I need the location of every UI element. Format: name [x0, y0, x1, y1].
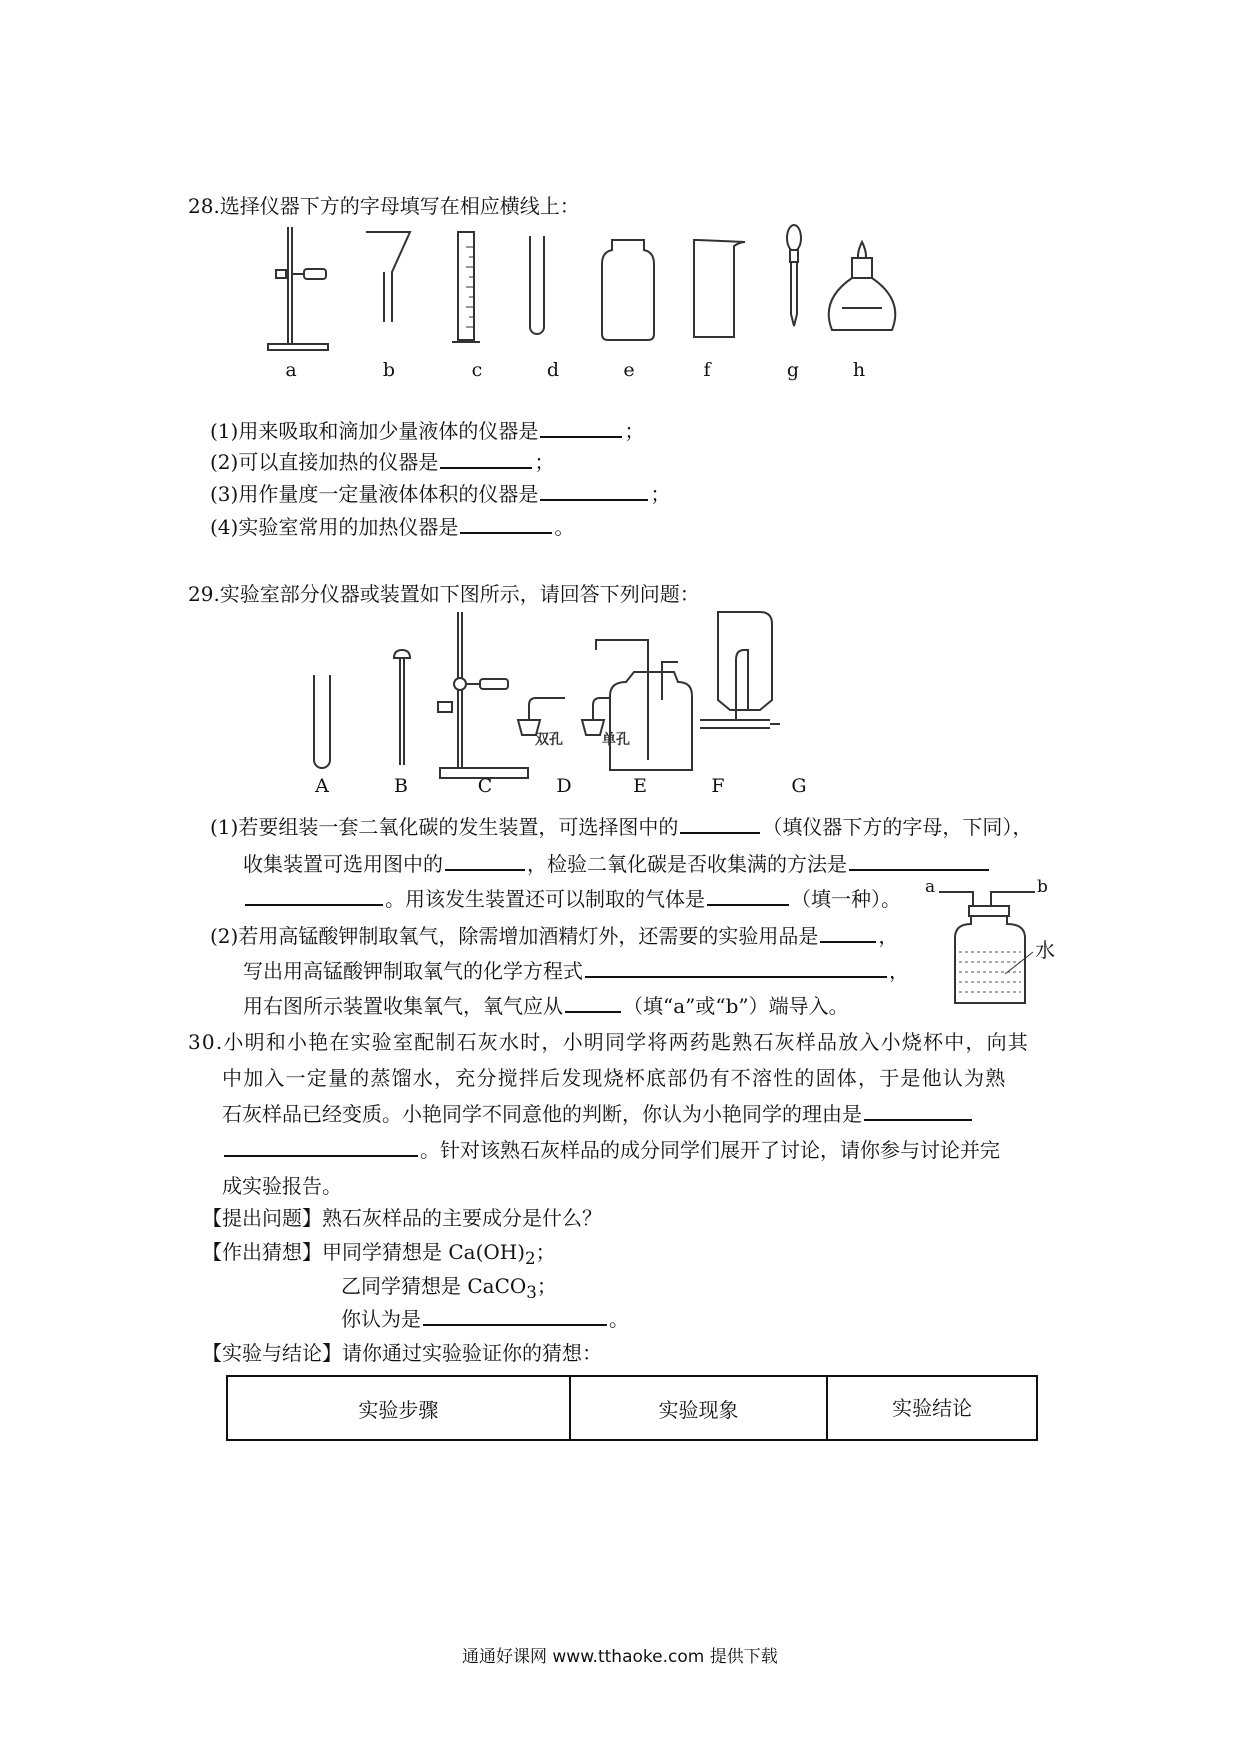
q28-label-a: a — [285, 359, 297, 381]
answer-blank[interactable] — [680, 812, 760, 834]
table-header-phenomena: 实验现象 — [570, 1376, 827, 1440]
test-tube-icon — [530, 236, 544, 334]
q29-label-c: C — [477, 775, 493, 797]
q29-label-e: E — [633, 775, 647, 797]
q29-p1-line3: 。用该发生装置还可以制取的气体是 （填一种）。 — [243, 883, 901, 912]
answer-blank[interactable] — [585, 956, 887, 978]
answer-blank[interactable] — [565, 991, 621, 1013]
q28-label-b: b — [382, 359, 396, 381]
q30-experiment: 【实验与结论】请你通过实验验证你的猜想： — [202, 1341, 602, 1365]
answer-blank[interactable] — [540, 416, 622, 438]
long-neck-funnel-icon — [394, 650, 410, 765]
label-double-hole: 双孔 — [535, 732, 563, 748]
table-header-conclusion: 实验结论 — [827, 1376, 1037, 1440]
q28-label-c: c — [471, 359, 483, 381]
bottle-label-b: b — [1037, 877, 1048, 897]
answer-blank[interactable] — [440, 447, 532, 469]
beaker-icon — [694, 240, 745, 337]
q28-label-h: h — [852, 359, 866, 381]
bottle-label-a: a — [925, 877, 936, 897]
q28-sub3: (3)用作量度一定量液体体积的仪器是 ； — [210, 478, 670, 507]
gas-bottle-icon — [596, 640, 692, 770]
q28-apparatus-figure — [240, 222, 920, 362]
inverted-bottle-icon — [700, 612, 780, 728]
q29-p1-line1: (1)若要组装一套二氧化碳的发生装置，可选择图中的 （填仪器下方的字母，下同）， — [210, 811, 1032, 840]
answer-blank[interactable] — [820, 921, 876, 943]
q30-guess2: 乙同学猜想是 CaCO$_3$； — [341, 1274, 557, 1302]
q30-line1: 30.小明和小艳在实验室配制石灰水时，小明同学将两药匙熟石灰样品放入小烧杯中，向其 — [188, 1030, 1030, 1054]
q28-sub4: (4)实验室常用的加热仪器是 。 — [210, 511, 574, 540]
q28-stem: 28.选择仪器下方的字母填写在相应横线上： — [188, 194, 580, 218]
answer-blank[interactable] — [707, 884, 789, 906]
answer-blank[interactable] — [423, 1304, 607, 1326]
q30-guess1: 【作出猜想】甲同学猜想是 $Ca(OH)_2$； — [202, 1240, 556, 1268]
table-header-row — [227, 1376, 1037, 1440]
answer-blank[interactable] — [445, 849, 525, 871]
q29-apparatus-figure — [300, 610, 860, 780]
q29-label-f: F — [711, 775, 725, 797]
test-tube-icon — [314, 675, 330, 768]
q29-label-a: A — [315, 775, 329, 797]
answer-blank[interactable] — [460, 512, 552, 534]
dropper-icon — [787, 225, 801, 326]
q30-line4: 。针对该熟石灰样品的成分同学们展开了讨论，请你参与讨论并完 — [222, 1134, 1000, 1163]
table-header-steps: 实验步骤 — [227, 1376, 570, 1440]
q28-label-d: d — [546, 359, 560, 381]
answer-blank[interactable] — [224, 1135, 418, 1157]
q29-label-d: D — [556, 775, 572, 797]
answer-blank[interactable] — [849, 849, 989, 871]
answer-blank[interactable] — [245, 884, 383, 906]
q28-label-g: g — [786, 359, 800, 381]
q29-p1-line2: 收集装置可选用图中的 ，检验二氧化碳是否收集满的方法是 — [243, 848, 991, 877]
q30-line5: 成实验报告。 — [222, 1174, 342, 1198]
q29-p2-line3: 用右图所示装置收集氧气，氧气应从 （填“a”或“b”）端导入。 — [243, 990, 849, 1019]
experiment-report-table — [226, 1375, 1038, 1441]
answer-blank[interactable] — [540, 479, 648, 501]
funnel-icon — [366, 232, 410, 322]
wide-mouth-bottle-icon — [602, 240, 654, 340]
q29-stem: 29.实验室部分仪器或装置如下图所示，请回答下列问题： — [188, 582, 700, 606]
q30-question: 【提出问题】熟石灰样品的主要成分是什么？ — [202, 1206, 602, 1230]
q30-line2: 中加入一定量的蒸馏水，充分搅拌后发现烧杯底部仍有不溶性的固体，于是他认为熟 — [222, 1066, 1007, 1090]
answer-blank[interactable] — [864, 1099, 972, 1121]
q28-label-e: e — [623, 359, 635, 381]
page-footer: 通通好课网 www.tthaoke.com 提供下载 — [462, 1647, 778, 1667]
bottle-label-water: 水 — [1035, 938, 1055, 962]
q28-sub1: (1)用来吸取和滴加少量液体的仪器是 ； — [210, 415, 644, 444]
iron-stand-icon — [438, 612, 528, 778]
iron-stand-icon — [268, 227, 328, 350]
q28-sub2: (2)可以直接加热的仪器是 ； — [210, 446, 554, 475]
q29-p2-line1: (2)若用高锰酸钾制取氧气，除需增加酒精灯外，还需要的实验用品是 ， — [210, 920, 898, 949]
q28-label-f: f — [703, 359, 711, 381]
q30-line3: 石灰样品已经变质。小艳同学不同意他的判断，你认为小艳同学的理由是 — [222, 1098, 974, 1127]
q29-label-b: B — [394, 775, 408, 797]
q29-label-g: G — [791, 775, 807, 797]
q30-guess3: 你认为是 。 — [341, 1303, 629, 1332]
q29-p2-line2: 写出用高锰酸钾制取氧气的化学方程式 ， — [243, 955, 909, 984]
graduated-cylinder-icon — [452, 232, 480, 342]
label-single-hole: 单孔 — [602, 732, 630, 748]
alcohol-lamp-icon — [829, 242, 896, 330]
